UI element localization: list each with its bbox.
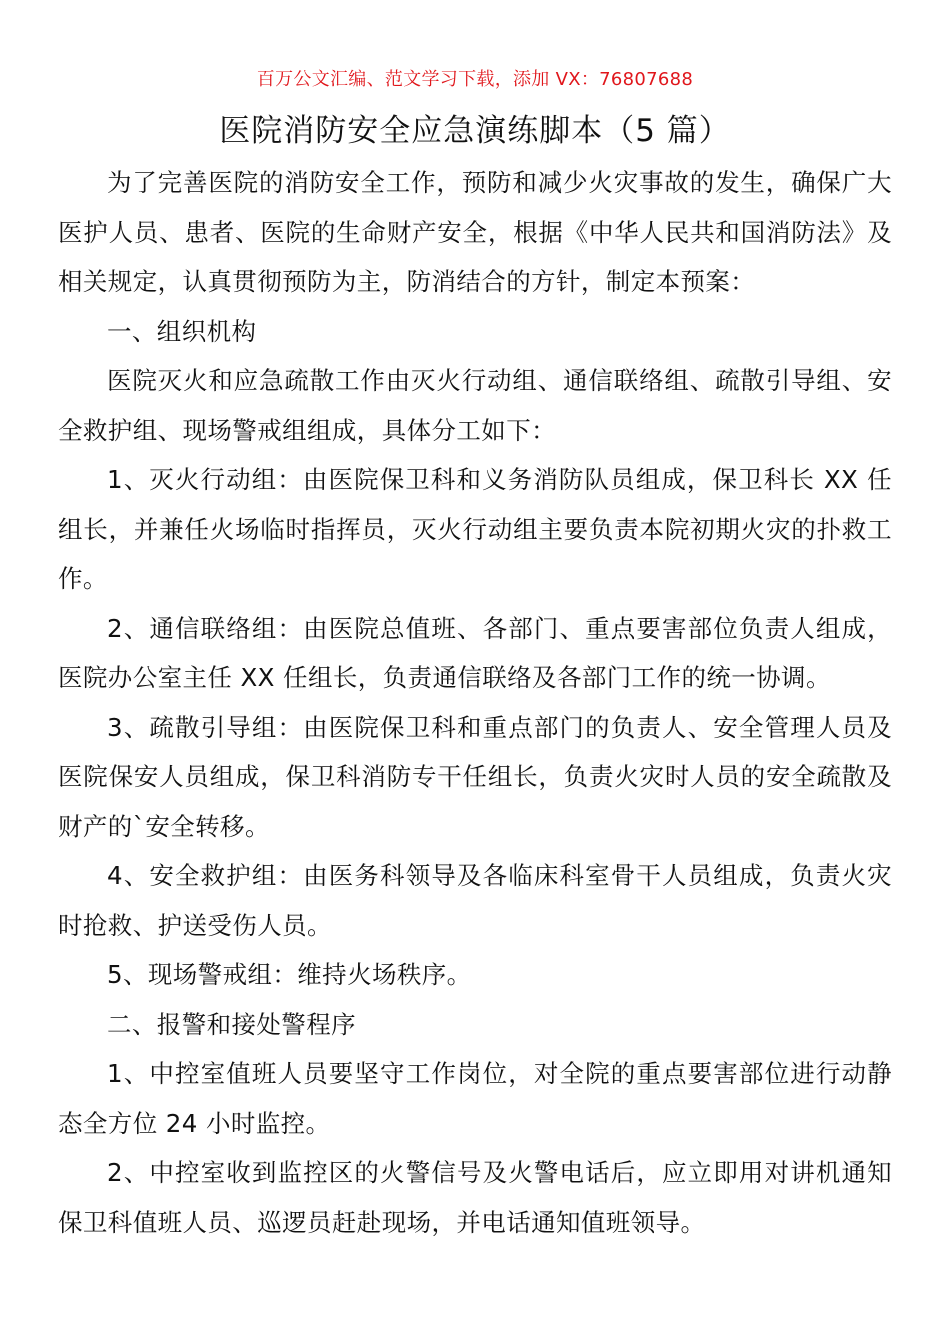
intro-paragraph: 为了完善医院的消防安全工作，预防和减少火灾事故的发生，确保广大医护人员、患者、医院的生命财产安全，根据《中华人民共和国消防法》及相关规定，认真贯彻预防为主，防消结合的方针，制定本预案： bbox=[58, 168, 892, 296]
list-item-alarm-step-2: 2、中控室收到监控区的火警信号及火警电话后，应立即用对讲机通知保卫科值班人员、巡逻员赶赴现场，并电话通知值班领导。 bbox=[58, 1158, 892, 1237]
section-heading-organization: 一、组织机构 bbox=[107, 316, 257, 346]
list-item-cordon-group: 5、现场警戒组：维持火场秩序。 bbox=[107, 960, 472, 989]
header-note: 百万公文汇编、范文学习下载，添加 VX：76807688 bbox=[256, 69, 694, 90]
list-item-alarm-step-1: 1、中控室值班人员要坚守工作岗位，对全院的重点要害部位进行动静态全方位 24 小时监控。 bbox=[58, 1059, 892, 1138]
document-title: 医院消防安全应急演练脚本（5 篇） bbox=[219, 113, 731, 149]
document-body bbox=[58, 158, 892, 1247]
section-heading-alarm: 二、报警和接处警程序 bbox=[107, 1009, 356, 1039]
list-item-rescue-group: 4、安全救护组：由医务科领导及各临床科室骨干人员组成，负责火灾时抢救、护送受伤人员。 bbox=[58, 861, 892, 940]
organization-paragraph: 医院灭火和应急疏散工作由灭火行动组、通信联络组、疏散引导组、安全救护组、现场警戒组组成，具体分工如下： bbox=[58, 366, 892, 445]
list-item-evacuation-group: 3、疏散引导组：由医院保卫科和重点部门的负责人、安全管理人员及医院保安人员组成，保卫科消防专干任组长，负责火灾时人员的安全疏散及财产的`安全转移。 bbox=[58, 712, 892, 841]
list-item-communication-group: 2、通信联络组：由医院总值班、各部门、重点要害部位负责人组成，医院办公室主任 XX 任组长，负责通信联络及各部门工作的统一协调。 bbox=[58, 613, 892, 692]
list-item-fire-fighting-group: 1、灭火行动组：由医院保卫科和义务消防队员组成，保卫科长 XX 任组长，并兼任火场临时指挥员，灭火行动组主要负责本院初期火灾的扑救工作。 bbox=[58, 465, 892, 593]
